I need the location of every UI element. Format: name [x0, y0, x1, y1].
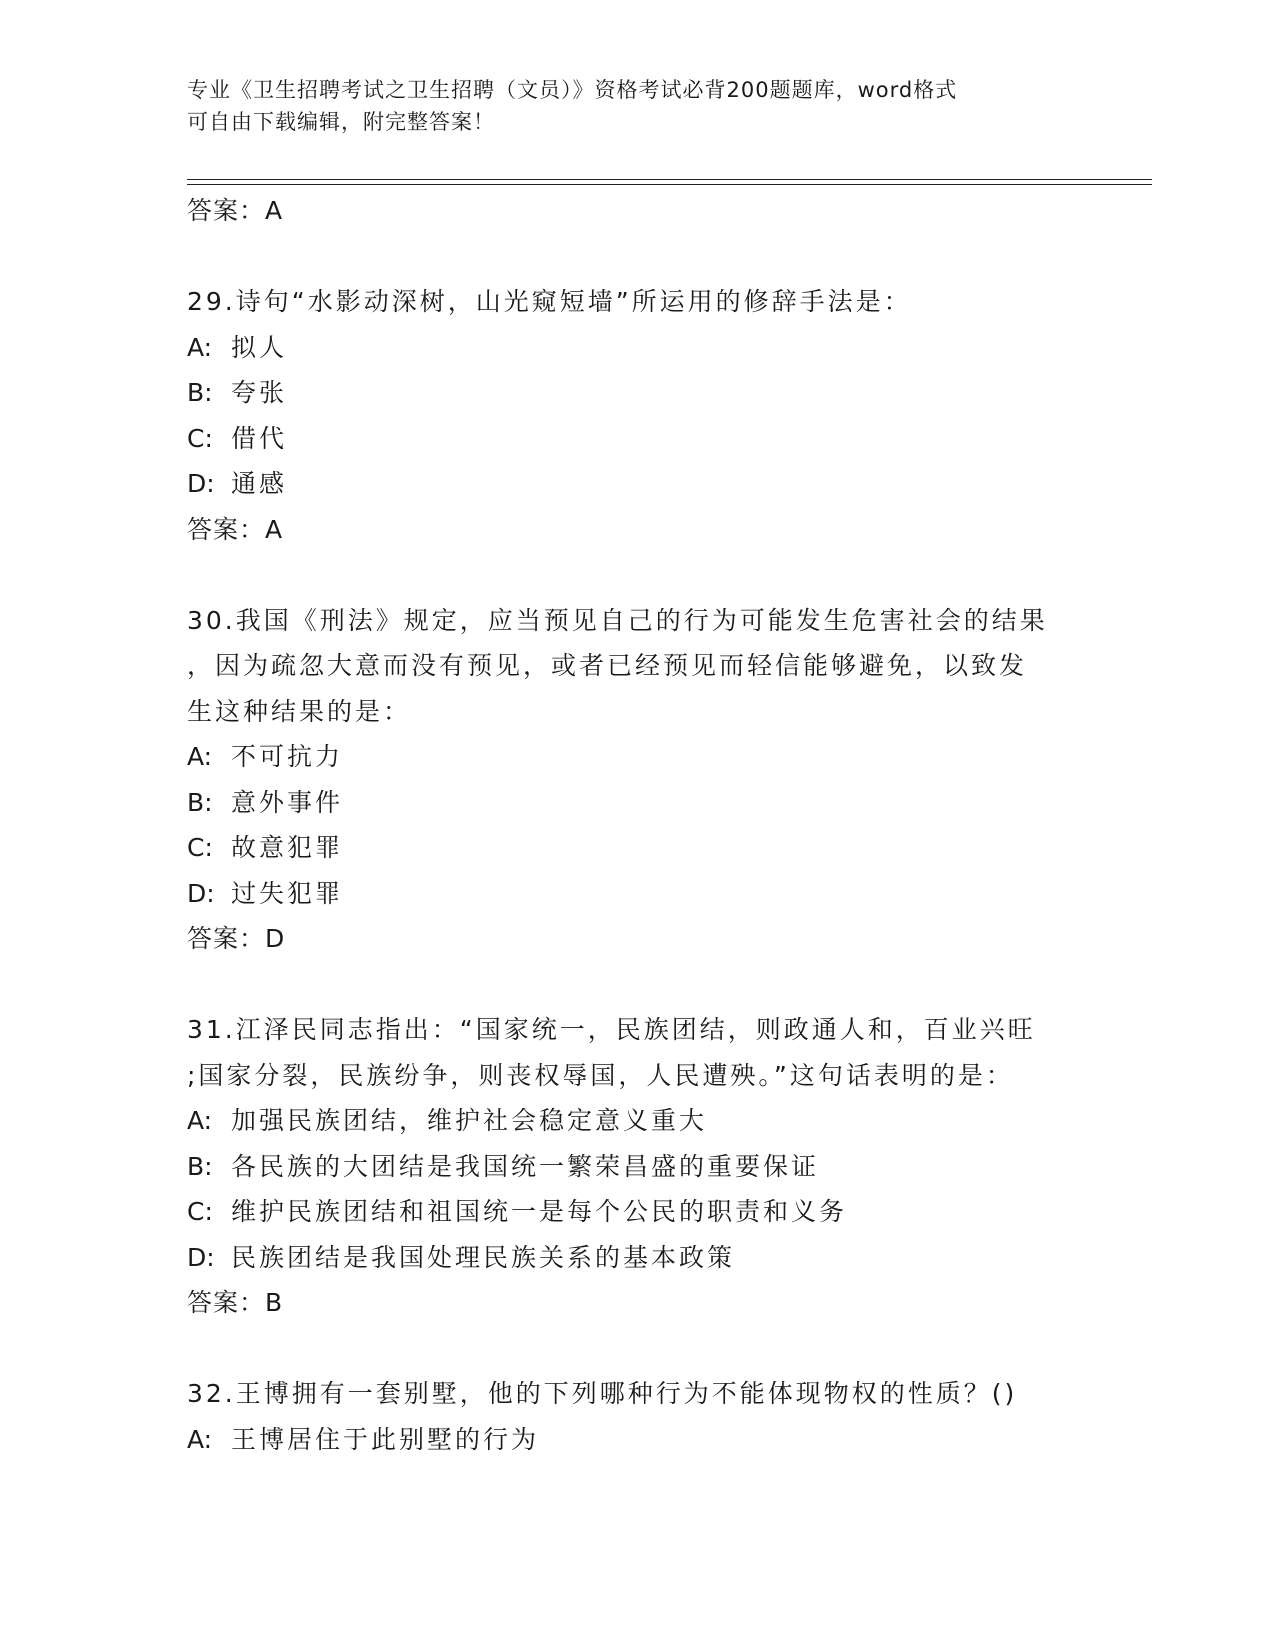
option-d: D: 过失犯罪	[187, 878, 344, 908]
option-a: A: 王博居住于此别墅的行为	[187, 1424, 540, 1454]
option-a: A: 拟人	[187, 332, 288, 362]
question-32-stem: 32.王博拥有一套别墅，他的下列哪种行为不能体现物权的性质？()	[187, 1379, 1018, 1408]
question-31	[187, 1007, 1087, 1326]
header-divider-bottom	[187, 184, 1152, 185]
document-header	[187, 74, 1087, 138]
question-29-stem: 29.诗句“水影动深树，山光窥短墙”所运用的修辞手法是：	[187, 287, 912, 316]
spacer	[187, 962, 1087, 1008]
header-line-2: 可自由下载编辑，附完整答案！	[187, 110, 495, 134]
header-divider-top	[187, 179, 1152, 180]
question-32	[187, 1371, 1087, 1462]
spacer	[187, 234, 1087, 280]
question-31-stem-line-1: 31.江泽民同志指出：“国家统一，民族团结，则政通人和，百业兴旺	[187, 1015, 1036, 1044]
option-c: C: 故意犯罪	[187, 833, 344, 862]
question-list	[187, 188, 1087, 1462]
option-d: D: 通感	[187, 469, 288, 498]
question-30-stem-line-1: 30.我国《刑法》规定，应当预见自己的行为可能发生危害社会的结果	[187, 605, 1048, 635]
answer-30: 答案：D	[187, 924, 286, 953]
question-30	[187, 598, 1087, 962]
option-c: C: 维护民族团结和祖国统一是每个公民的职责和义务	[187, 1197, 848, 1226]
option-d: D: 民族团结是我国处理民族关系的基本政策	[187, 1242, 736, 1272]
question-30-stem-line-2: ，因为疏忽大意而没有预见，或者已经预见而轻信能够避免，以致发	[187, 651, 1028, 680]
answer-29: 答案：A	[187, 514, 284, 544]
option-a: A: 加强民族团结，维护社会稳定意义重大	[187, 1106, 708, 1135]
answer-31: 答案：B	[187, 1288, 284, 1317]
option-a: A: 不可抗力	[187, 742, 344, 771]
option-c: C: 借代	[187, 423, 288, 453]
question-31-stem-line-2: ;国家分裂，民族纷争，则丧权辱国，人民遭殃。”这句话表明的是：	[187, 1060, 1014, 1090]
answer-28: 答案：A	[187, 196, 284, 225]
question-29	[187, 279, 1087, 552]
option-b: B: 各民族的大团结是我国统一繁荣昌盛的重要保证	[187, 1151, 820, 1181]
option-b: B: 夸张	[187, 378, 288, 407]
header-line-1: 专业《卫生招聘考试之卫生招聘（文员）》资格考试必背200题题库，word格式	[187, 78, 958, 102]
question-30-stem-line-3: 生这种结果的是：	[187, 696, 412, 726]
spacer	[187, 1326, 1087, 1372]
option-b: B: 意外事件	[187, 787, 344, 817]
spacer	[187, 552, 1087, 598]
